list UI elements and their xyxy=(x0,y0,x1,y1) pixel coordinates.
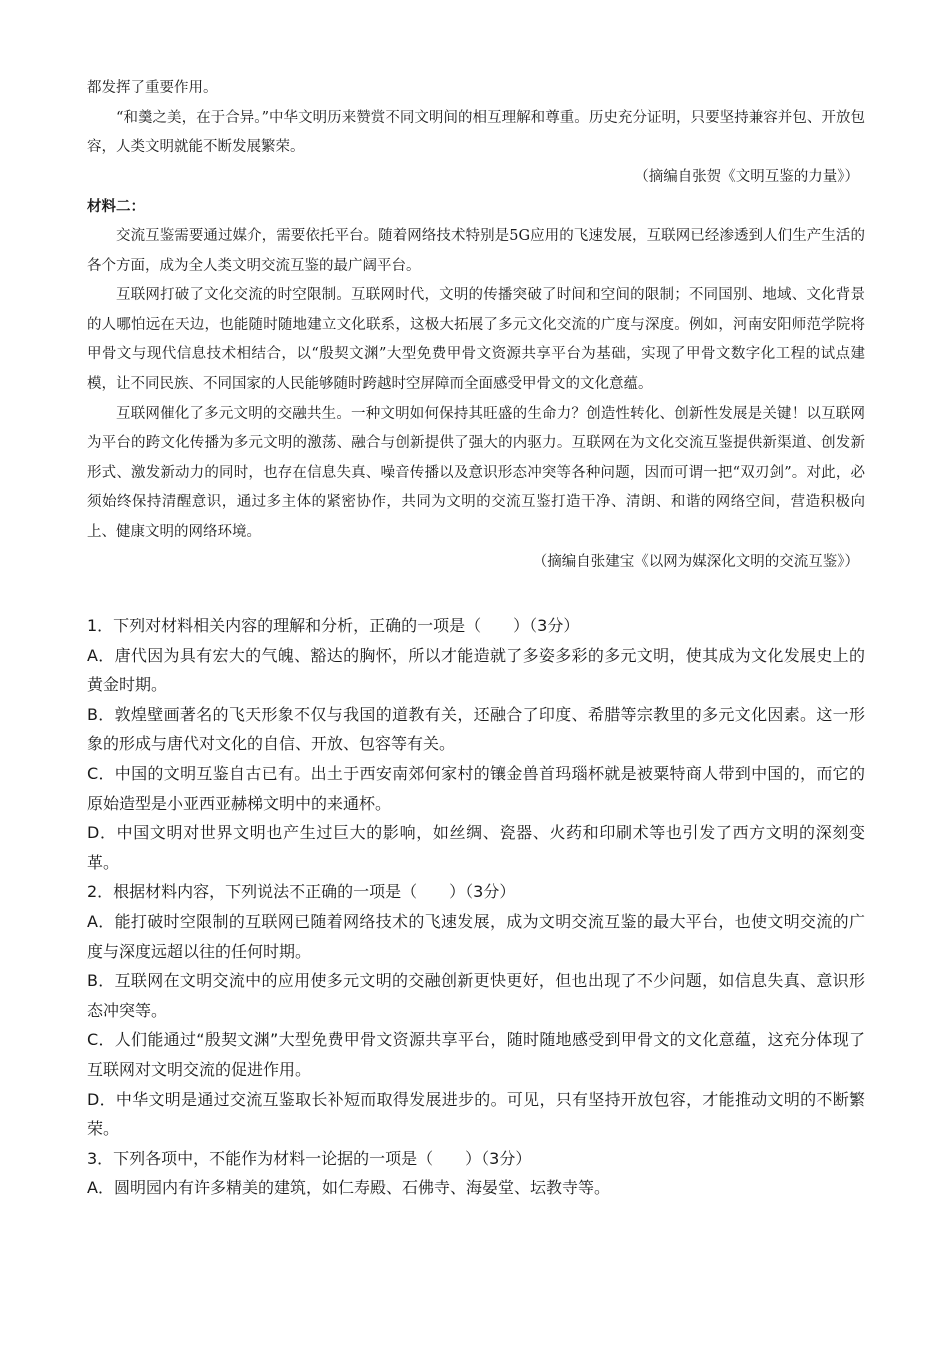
question-1-option-c: C．中国的文明互鉴自古已有。出土于西安南郊何家村的镶金兽首玛瑙杯就是被粟特商人带到中国的，而它的原始造型是小亚西亚赫梯文明中的来通杯。 xyxy=(87,763,865,813)
question-2-option-d: D．中华文明是通过交流互鉴取长补短而取得发展进步的。可见，只有坚持开放包容，才能推动文明的不断繁荣。 xyxy=(87,1089,865,1139)
material2-paragraph-2: 互联网打破了文化交流的时空限制。互联网时代，文明的传播突破了时间和空间的限制；不同国别、地域、文化背景的人哪怕远在天边，也能随时随地建立文化联系，这极大拓展了多元文化交流的广度与深度。例如，河南安阳师范学院将甲骨文与现代信息技术相结合，以“殷契文渊”大型免费甲骨文资源共享平台为基础，实现了甲骨文数字化工程的试点建模，让不同民族、不同国家的人民能够随时跨越时空屏障而全面感受甲骨文的文化意蕴。 xyxy=(87,287,865,392)
material1-tail: 都发挥了重要作用。 xyxy=(87,80,218,96)
questions-section xyxy=(87,611,865,1203)
question-3-option-a: A．圆明园内有许多精美的建筑，如仁寿殿、石佛寺、海晏堂、坛教寺等。 xyxy=(87,1178,610,1198)
question-1-option-b: B．敦煌壁画著名的飞天形象不仅与我国的道教有关，还融合了印度、希腊等宗教里的多元文化因素。这一形象的形成与唐代对文化的自信、开放、包容等有关。 xyxy=(87,704,865,754)
material2-source: （摘编自张建宝《以网为媒深化文明的交流互鉴》） xyxy=(532,553,859,570)
question-1-option-a: A．唐代因为具有宏大的气魄、豁达的胸怀，所以才能造就了多姿多彩的多元文明，使其成为文化发展史上的黄金时期。 xyxy=(87,645,865,695)
material1-source: （摘编自张贺《文明互鉴的力量》） xyxy=(634,168,859,185)
material2-paragraph-3: 互联网催化了多元文明的交融共生。一种文明如何保持其旺盛的生命力？创造性转化、创新性发展是关键！以互联网为平台的跨文化传播为多元文明的激荡、融合与创新提供了强大的内驱力。互联网在为文化交流互鉴提供新渠道、创发新形式、激发新动力的同时，也存在信息失真、噪音传播以及意识形态冲突等各种问题，因而可谓一把“双刃剑”。对此，必须始终保持清醒意识，通过多主体的紧密协作，共同为文明的交流互鉴打造干净、清朗、和谐的网络空间，营造积极向上、健康文明的网络环境。 xyxy=(87,405,865,540)
material1-paragraph: “和羹之美，在于合异。”中华文明历来赞赏不同文明间的相互理解和尊重。历史充分证明，只要坚持兼容并包、开放包容，人类文明就能不断发展繁荣。 xyxy=(87,109,865,156)
question-3-stem: 3．下列各项中，不能作为材料一论据的一项是（ ）（3分） xyxy=(87,1148,532,1168)
question-2-option-a: A．能打破时空限制的互联网已随着网络技术的飞速发展，成为文明交流互鉴的最大平台，也使文明交流的广度与深度远超以往的任何时期。 xyxy=(87,911,865,961)
reading-passage xyxy=(87,74,865,577)
question-2-option-b: B．互联网在文明交流中的应用使多元文明的交融创新更快更好，但也出现了不少问题，如信息失真、意识形态冲突等。 xyxy=(87,971,865,1020)
material2-paragraph-1: 交流互鉴需要通过媒介，需要依托平台。随着网络技术特别是5G应用的飞速发展，互联网已经渗透到人们生产生活的各个方面，成为全人类文明交流互鉴的最广阔平台。 xyxy=(87,227,865,274)
material2-heading: 材料二： xyxy=(87,198,145,216)
question-2-option-c: C．人们能通过“殷契文渊”大型免费甲骨文资源共享平台，随时随地感受到甲骨文的文化意蕴，这充分体现了互联网对文明交流的促进作用。 xyxy=(87,1030,865,1079)
question-1-option-d: D．中国文明对世界文明也产生过巨大的影响，如丝绸、瓷器、火药和印刷术等也引发了西方文明的深刻变革。 xyxy=(87,823,865,872)
question-2-stem: 2．根据材料内容，下列说法不正确的一项是（ ）（3分） xyxy=(87,882,516,902)
question-1-stem: 1．下列对材料相关内容的理解和分析，正确的一项是（ ）（3分） xyxy=(87,616,580,635)
